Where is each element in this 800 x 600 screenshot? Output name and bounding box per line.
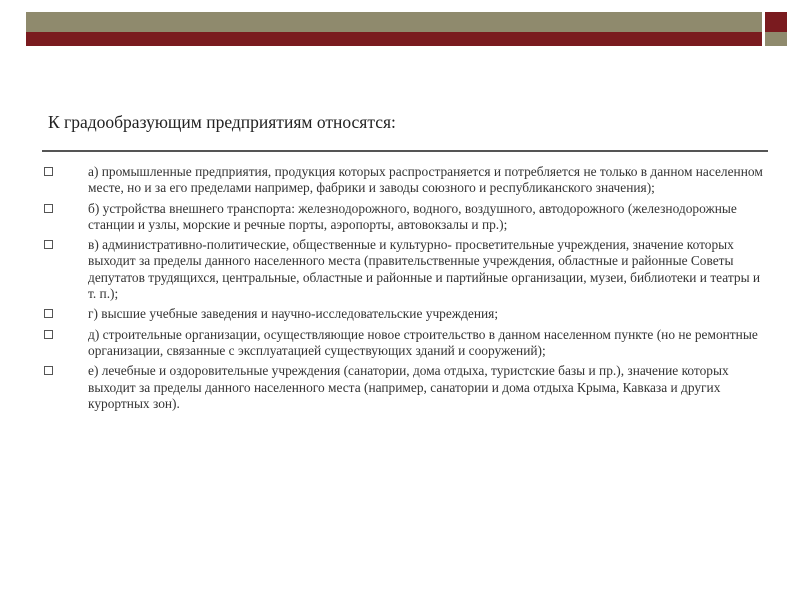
list-item bbox=[44, 327, 764, 360]
list-item bbox=[44, 237, 764, 302]
list-item bbox=[44, 201, 764, 234]
header-band-olive bbox=[26, 12, 762, 32]
header-corner-olive-square bbox=[765, 32, 787, 46]
square-bullet-icon bbox=[44, 240, 53, 249]
list-item bbox=[44, 363, 764, 412]
bullet-text: е) лечебные и оздоровительные учреждения (санатории, дома отдыха, туристские базы и пр.), значение которых выходит за пределы данного населенного места (например, санатории и дома отдыха Крыма, Кавказа и других курортных зон). bbox=[88, 363, 729, 411]
square-bullet-icon bbox=[44, 167, 53, 176]
square-bullet-icon bbox=[44, 309, 53, 318]
bullet-text: д) строительные организации, осуществляющие новое строительство в данном населенном пункте (но не ремонтные организации, связанные с эксплуатацией существующих зданий и сооружений); bbox=[88, 326, 758, 358]
bullet-list bbox=[44, 164, 764, 416]
header-corner-maroon-square bbox=[765, 12, 787, 32]
square-bullet-icon bbox=[44, 366, 53, 375]
bullet-text: б) устройства внешнего транспорта: железнодорожного, водного, воздушного, автодорожного (железнодорожные станции и узлы, морские и речные порты, аэропорты, автовокзалы и пр.); bbox=[88, 200, 737, 232]
square-bullet-icon bbox=[44, 330, 53, 339]
title-divider bbox=[42, 150, 768, 152]
bullet-text: г) высшие учебные заведения и научно-исследовательские учреждения; bbox=[88, 306, 499, 322]
square-bullet-icon bbox=[44, 204, 53, 213]
header-band-maroon bbox=[26, 32, 762, 46]
list-item bbox=[44, 306, 764, 322]
list-item bbox=[44, 164, 764, 197]
bullet-text: в) административно-политические, общественные и культурно- просветительные учреждения, значение которых выходит за пределы данного населенного места (правительственные учреждения, областные и районные Советы депутатов трудящихся, центральные, областные и районные и партийные организации, музеи, библиотеки и театры и т. п.); bbox=[88, 237, 761, 302]
bullet-text: а) промышленные предприятия, продукция которых распространяется и потребляется не только в данном населенном месте, но и за его пределами например, фабрики и заводы союзного и республиканского значения); bbox=[88, 164, 763, 196]
slide-title: К градообразующим предприятиям относятся: bbox=[48, 112, 396, 132]
